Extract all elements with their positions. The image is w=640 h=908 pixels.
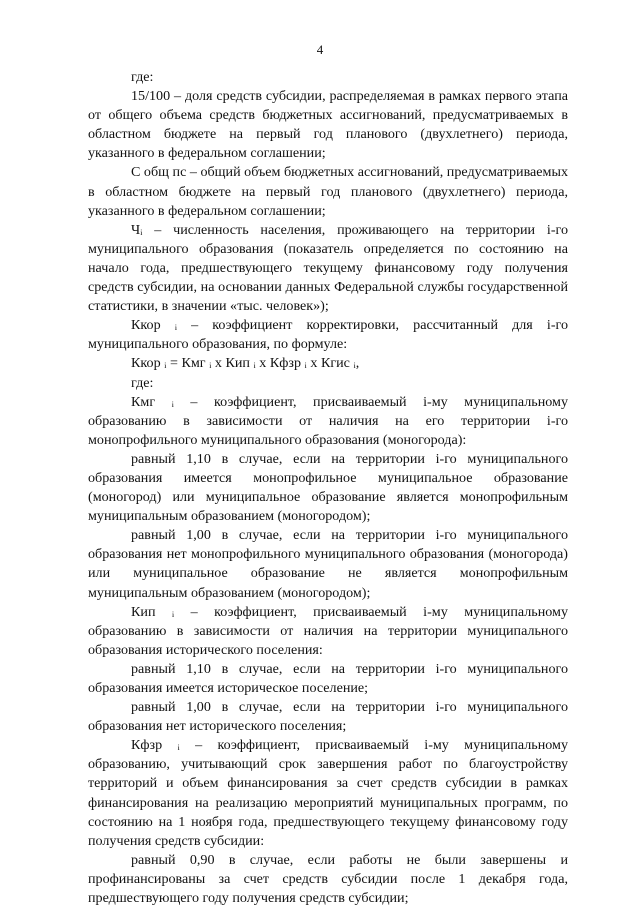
paragraph-historic-1-10: равный 1,10 в случае, если на территории i-го муниципального образования имеется историческое поселение;	[88, 660, 568, 696]
paragraph-historic-coefficient: Кип ᵢ – коэффициент, присваиваемый i-му муниципальному образованию в зависимости от наличия на территории муниципального образования исторического поселения:	[88, 603, 568, 658]
paragraph-improvement-0-90: равный 0,90 в случае, если работы не были завершены и профинансированы за счет средств субсидии после 1 декабря года, предшествующего году получения средств субсидии;	[88, 851, 568, 907]
paragraph-historic-1-00: равный 1,00 в случае, если на территории i-го муниципального образования нет исторического поселения;	[88, 699, 568, 735]
paragraph-monotown-1-00: равный 1,00 в случае, если на территории i-го муниципального образования нет монопрофильного муниципального образования (моногорода) или муниципальное образование не является монопрофильным муниципальным образованием (моногородом);	[88, 527, 568, 601]
paragraph-monotown-coefficient: Кмг ᵢ – коэффициент, присваиваемый i-му муниципальному образованию в зависимости от наличия на его территории i-го монопрофильного муниципального образования (моногорода):	[88, 393, 568, 448]
document-body	[88, 68, 568, 908]
paragraph-correction-coefficient: Ккор ᵢ – коэффициент корректировки, рассчитанный для i-го муниципального образования, по формуле:	[88, 317, 568, 353]
paragraph-formula: Ккор ᵢ = Кмг ᵢ х Кип ᵢ х Кфзр ᵢ х Кгис ᵢ,	[131, 355, 360, 372]
paragraph-where-2: где:	[131, 374, 154, 391]
page-number: 4	[316, 42, 324, 57]
paragraph-where-1: где:	[131, 69, 154, 85]
paragraph-population: Чᵢ – численность населения, проживающего на территории i-го муниципального образования (показатель определяется по состоянию на начало года, предшествующего текущему финансовому году получения средств субсидии, на основании данных Федеральной службы государственной статистики, в значении «тыс. человек»);	[88, 221, 568, 315]
paragraph-monotown-1-10: равный 1,10 в случае, если на территории i-го муниципального образования имеется монопрофильное муниципальное образование (моногород) или муниципальное образование является монопрофильным муниципальным образованием (моногородом);	[88, 450, 568, 525]
paragraph-improvement-coefficient: Кфзр ᵢ – коэффициент, присваиваемый i-му муниципальному образованию, учитывающий срок завершения работ по благоустройству территорий и объем финансирования за счет средств субсидии в рамках финансирования на реализацию мероприятий муниципальных программ, по состоянию на 1 ноября года, предшествующего текущему финансовому году получения средств субсидии:	[88, 737, 568, 849]
paragraph-share-15-100: 15/100 – доля средств субсидии, распределяемая в рамках первого этапа от общего объема средств бюджетных ассигнований, предусматриваемых в областном бюджете на первый год планового (двухлетнего) периода, указанного в федеральном соглашении;	[88, 88, 568, 162]
paragraph-total-budget: С общ пс – общий объем бюджетных ассигнований, предусматриваемых в областном бюджете на первый год планового (двухлетнего) периода, указанного в федеральном соглашении;	[88, 164, 568, 219]
